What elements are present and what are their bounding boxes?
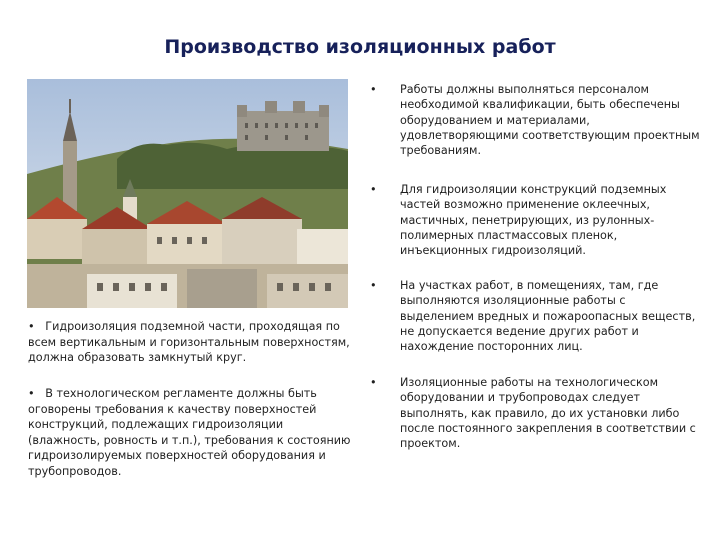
left-paragraph-2-text: В технологическом регламенте должны быть оговорены требования к качеству поверхностей конструкций, подлежащих гидроизоляции (влажность, ровность и т.п.), требования к состоянию гидроизолируемых поверхностей оборудования и трубопроводов. bbox=[28, 387, 351, 478]
right-list-item-text: Для гидроизоляции конструкций подземных частей возможно применение оклеечных, мастичных, пенетрирующих, из рулонных-полимерных пластмассовых пленок, инъекционных гидроизоляций. bbox=[400, 183, 667, 258]
right-list-item-text: На участках работ, в помещениях, там, где выполняются изоляционные работы с выделением вредных и пожароопасных веществ, не допускается ведение других работ и нахождение посторонних лиц. bbox=[400, 279, 696, 354]
left-paragraph-1-text: Гидроизоляция подземной части, проходящая по всем вертикальным и горизонтальным поверхностям, должна образовать замкнутый круг. bbox=[28, 320, 350, 364]
left-paragraph-2 bbox=[28, 386, 358, 479]
bullet: • bbox=[370, 83, 377, 96]
left-paragraph-1 bbox=[28, 319, 358, 366]
city-skyline-image bbox=[27, 79, 348, 308]
bullet: • bbox=[370, 183, 377, 196]
right-list-item-text: Работы должны выполняться персоналом необходимой квалификации, быть обеспечены оборудованием и материалами, удовлетворяющими соответствующим проектным требованиям. bbox=[400, 83, 700, 158]
bullet: • bbox=[370, 279, 377, 292]
city-photo bbox=[27, 79, 348, 308]
bullet: • bbox=[370, 376, 377, 389]
slide-title: Производство изоляционных работ bbox=[164, 36, 556, 58]
right-list-item-text: Изоляционные работы на технологическом оборудовании и трубопроводах следует выполнять, как правило, до их установки либо после постоянного закрепления в соответствии с проектом. bbox=[400, 376, 696, 451]
bullet: • bbox=[28, 320, 35, 333]
bullet: • bbox=[28, 387, 35, 400]
